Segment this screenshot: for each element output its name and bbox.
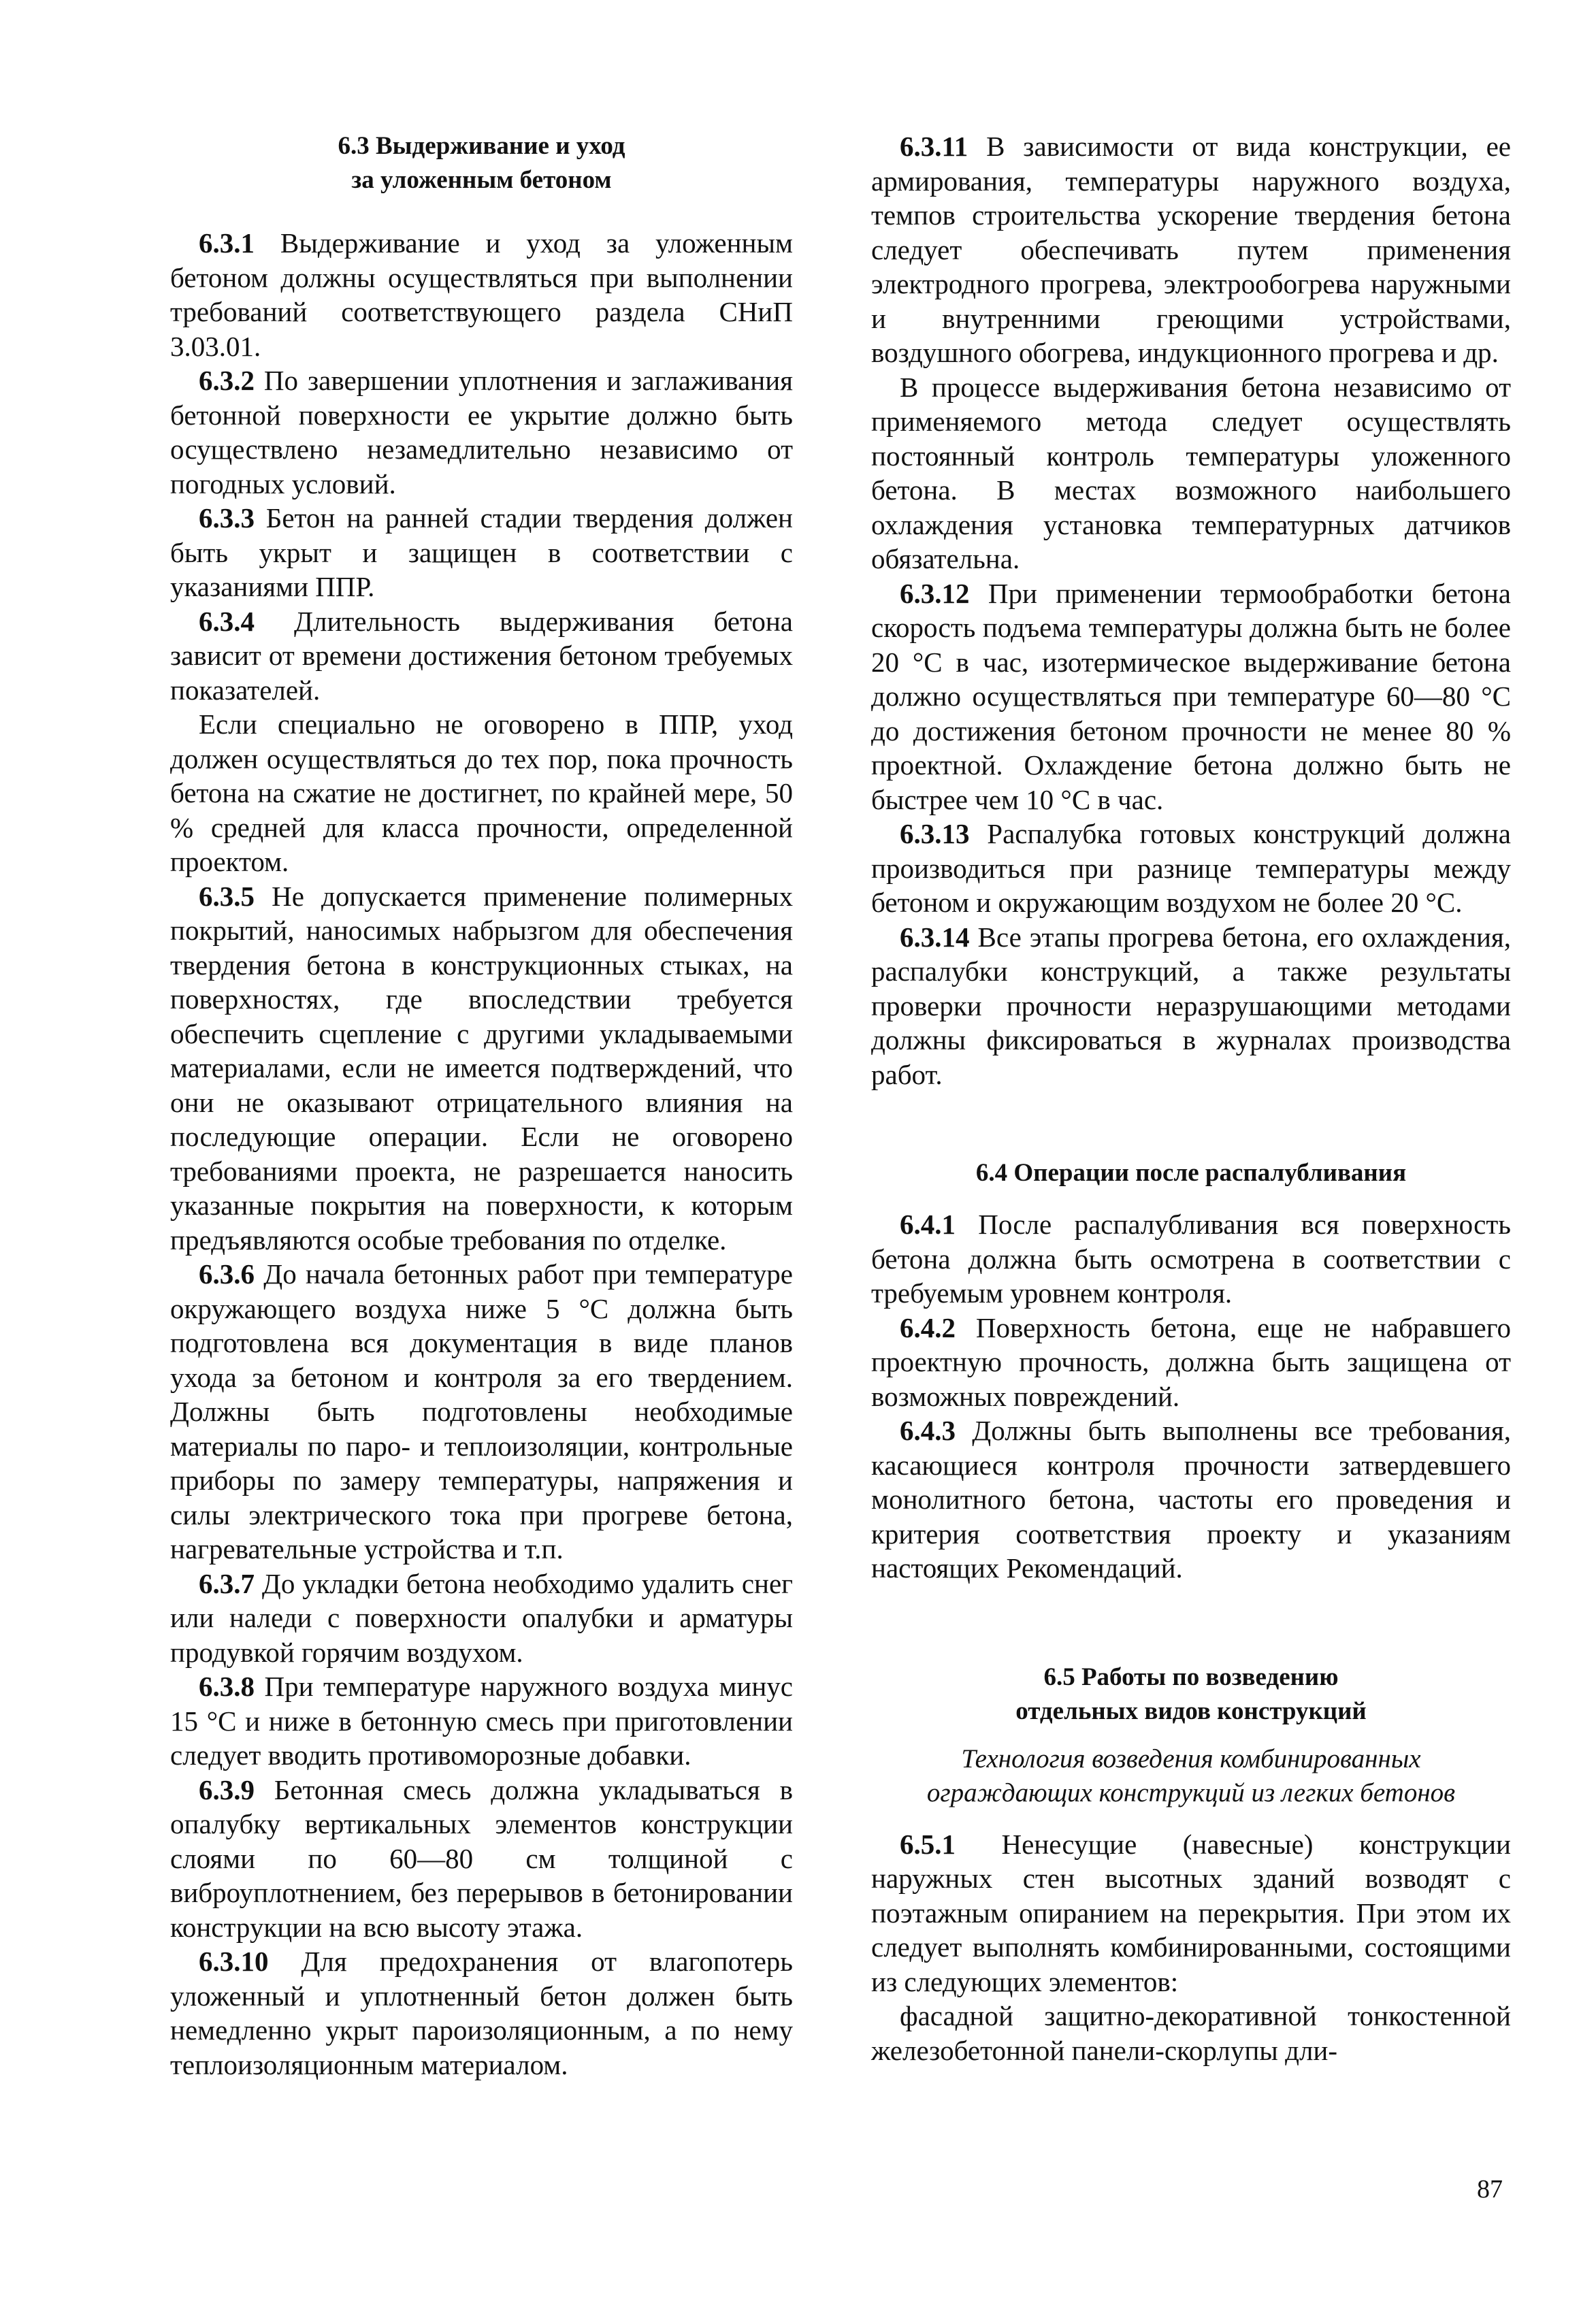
paragraph-6-3-8	[170, 1669, 793, 1773]
clause-number: 6.3.8	[199, 1671, 255, 1702]
clause-number: 6.3.7	[199, 1567, 255, 1599]
paragraph-text: По завершении уплотнения и заглаживания бетонной поверхности ее укрытие должно быть осуществлено незамедлительно независимо от погодных условий.	[170, 365, 793, 500]
section-heading-6-5	[871, 1660, 1511, 1729]
paragraph-text: В зависимости от вида конструкции, ее армирования, температуры наружного воздуха, темпов строительства ускорение твердения бетона следует обеспечивать путем применения электродного прогрева, электрообогрева наружными и внутренними греющими устройствами, воздушного обогрева, индукционного прогрева и др.	[871, 131, 1511, 368]
clause-number: 6.3.2	[199, 365, 255, 396]
paragraph-text: Ненесущие (навесные) конструкции наружных стен высотных зданий возводят с поэтажным опиранием на перекрытия. При этом их следует выполнять комбинированными, состоящими из следующих элементов:	[871, 1828, 1511, 1997]
left-column	[170, 129, 793, 2082]
paragraph-6-4-3	[871, 1413, 1511, 1586]
paragraph-text: При температуре наружного воздуха минус 15 °С и ниже в бетонную смесь при приготовлении следует вводить противоморозные добавки.	[170, 1671, 793, 1771]
paragraph-text: Все этапы прогрева бетона, его охлаждения, распалубки конструкций, а также результаты проверки прочности неразрушающими методами должны фиксироваться в журналах производства работ.	[871, 921, 1511, 1090]
clause-number: 6.3.11	[900, 131, 968, 162]
paragraph-text: До начала бетонных работ при температуре окружающего воздуха ниже 5 °С должна быть подготовлена вся документация в виде планов ухода за бетоном и контроля за его твердением. Должны быть подготовлены необходимые материалы по паро- и теплоизоляции, контрольные приборы по замеру температуры, напряжения и силы электрического тока при прогреве бетона, нагревательные устройства и т.п.	[170, 1258, 793, 1565]
paragraph-6-5-1	[871, 1827, 1511, 1999]
paragraph-text: Бетон на ранней стадии твердения должен быть укрыт и защищен в соответствии с указаниями ППР.	[170, 502, 793, 602]
paragraph-6-5-1-continued	[871, 1999, 1511, 2067]
paragraph-6-3-5	[170, 879, 793, 1258]
paragraph-6-3-2	[170, 363, 793, 501]
heading-line: за уложенным бетоном	[351, 166, 612, 194]
heading-line: 6.5 Работы по возведению	[1043, 1663, 1339, 1691]
clause-number: 6.4.2	[900, 1311, 956, 1343]
paragraph-text: При применении термообработки бетона скорость подъема температуры должна быть не более 20 °С в час, изотермическое выдерживание бетона должно осуществляться при температуре 60—80 °С до достижения бетоном прочности не менее 80 % проектной. Охлаждение бетона должно быть не быстрее чем 10 °С в час.	[871, 577, 1511, 815]
clause-number: 6.3.6	[199, 1258, 255, 1290]
paragraph-text: Распалубка готовых конструкций должна производиться при разнице температуры между бетоном и окружающим воздухом не более 20 °С.	[871, 818, 1511, 918]
right-column	[871, 129, 1511, 2067]
clause-number: 6.4.1	[900, 1209, 956, 1240]
section-heading-6-4: 6.4 Операции после распалубливания	[975, 1159, 1407, 1187]
subheading-line: Технология возведения комбинированных	[961, 1744, 1421, 1773]
paragraph-6-3-4	[170, 604, 793, 708]
clause-number: 6.3.14	[900, 921, 970, 953]
paragraph-text: Должны быть выполнены все требования, касающиеся контроля прочности затвердевшего монолитного бетона, частоты его проведения и критерия соответствия проекту и указаниям настоящих Рекомендаций.	[871, 1415, 1511, 1584]
paragraph-6-3-11-continued	[871, 370, 1511, 576]
paragraph-text: До укладки бетона необходимо удалить снег или наледи с поверхности опалубки и арматуры продувкой горячим воздухом.	[170, 1567, 793, 1668]
section-heading-6-3	[170, 129, 793, 197]
clause-number: 6.4.3	[900, 1415, 956, 1446]
clause-number: 6.3.10	[199, 1946, 269, 1977]
heading-line: 6.3 Выдерживание и уход	[338, 132, 625, 160]
paragraph-6-3-1	[170, 226, 793, 363]
paragraph-6-3-9	[170, 1773, 793, 1945]
paragraph-6-3-14	[871, 920, 1511, 1092]
paragraph-6-3-12	[871, 576, 1511, 817]
paragraph-6-3-4-continued	[170, 707, 793, 879]
clause-number: 6.3.4	[199, 605, 255, 637]
clause-number: 6.3.5	[199, 880, 255, 912]
paragraph-6-4-2	[871, 1311, 1511, 1414]
paragraph-text: Если специально не оговорено в ППР, уход должен осуществляться до тех пор, пока прочность бетона на сжатие не достигнет, по крайней мере, 50 % средней для класса прочности, определенной проектом.	[170, 708, 793, 877]
clause-number: 6.3.9	[199, 1773, 255, 1805]
clause-number: 6.5.1	[900, 1828, 956, 1860]
paragraph-text: Не допускается применение полимерных покрытий, наносимых набрызгом для обеспечения твердения бетона в конструкционных стыках, на поверхностях, где впоследствии требуется обеспечить сцепление с другими укладываемыми материалами, если не имеется подтверждений, что они не оказывают отрицательного влияния на последующие операции. Если не оговорено требованиями проекта, не разрешается наносить указанные покрытия на поверхности, к которым предъявляются особые требования по отделке.	[170, 880, 793, 1256]
subsection-title-6-5	[871, 1742, 1511, 1810]
paragraph-text: Бетонная смесь должна укладываться в опалубку вертикальных элементов конструкции слоями по 60—80 см толщиной с виброуплотнением, без перерывов в бетонировании конструкции на всю высоту этажа.	[170, 1773, 793, 1943]
paragraph-6-3-13	[871, 817, 1511, 920]
paragraph-6-3-3	[170, 501, 793, 604]
clause-number: 6.3.3	[199, 502, 255, 534]
page-number: 87	[1477, 2175, 1503, 2204]
paragraph-text: Выдерживание и уход за уложенным бетоном должны осуществляться при выполнении требований соответствующего раздела СНиП 3.03.01.	[170, 227, 793, 362]
paragraph-6-3-7	[170, 1567, 793, 1670]
paragraph-6-3-10	[170, 1944, 793, 2082]
clause-number: 6.3.12	[900, 577, 970, 609]
paragraph-text: После распалубливания вся поверхность бетона должна быть осмотрена в соответствии с требуемым уровнем контроля.	[871, 1209, 1511, 1309]
clause-number: 6.3.1	[199, 227, 255, 259]
paragraph-6-3-6	[170, 1257, 793, 1567]
paragraph-6-3-11	[871, 129, 1511, 370]
clause-number: 6.3.13	[900, 818, 970, 849]
subheading-line: ограждающих конструкций из легких бетонов	[926, 1778, 1456, 1807]
paragraph-text: фасадной защитно-декоративной тонкостенной железобетонной панели-скорлупы дли-	[871, 2000, 1511, 2066]
paragraph-text: В процессе выдерживания бетона независимо от применяемого метода следует осуществлять постоянный контроль температуры уложенного бетона. В местах возможного наибольшего охлаждения установка температурных датчиков обязательна.	[871, 371, 1511, 574]
paragraph-text: Поверхность бетона, еще не набравшего проектную прочность, должна быть защищена от возможных повреждений.	[871, 1311, 1511, 1412]
paragraph-6-4-1	[871, 1207, 1511, 1311]
heading-line: отдельных видов конструкций	[1015, 1697, 1367, 1725]
paragraph-text: Для предохранения от влагопотерь уложенный и уплотненный бетон должен быть немедленно укрыт пароизоляционным, а по нему теплоизоляционным материалом.	[170, 1946, 793, 2080]
paragraph-text: Длительность выдерживания бетона зависит от времени достижения бетоном требуемых показателей.	[170, 605, 793, 706]
